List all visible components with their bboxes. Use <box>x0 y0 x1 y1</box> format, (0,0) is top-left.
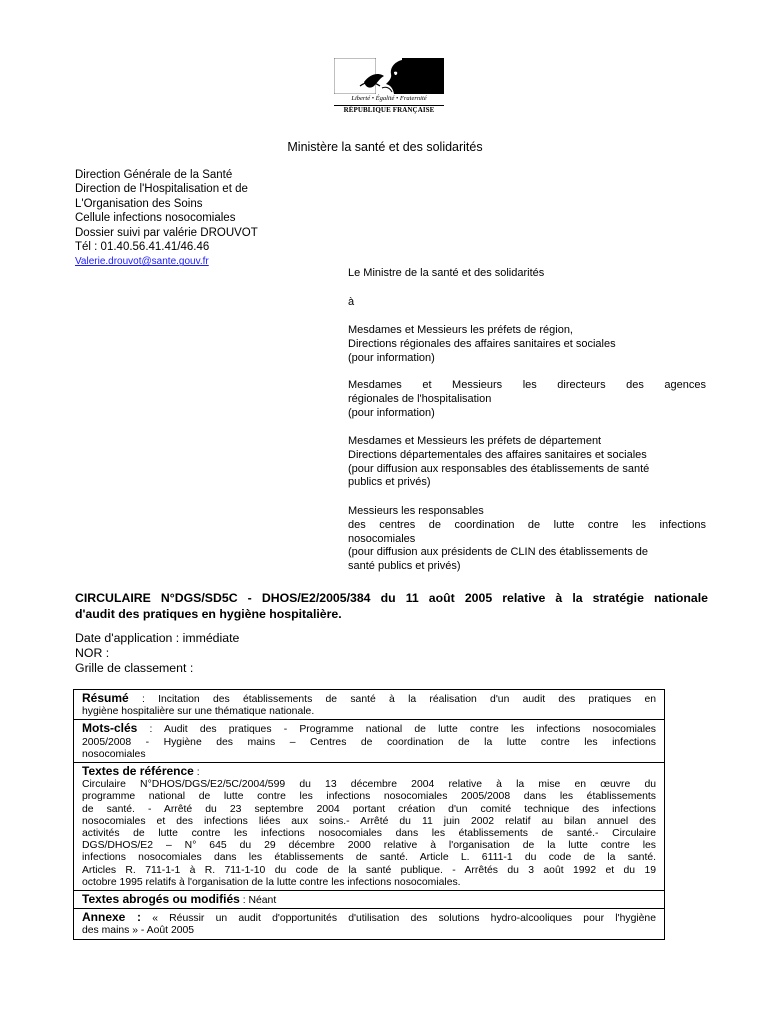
application-date: Date d'application : immédiate <box>75 631 240 645</box>
sender-line: Cellule infections nosocomiales <box>75 212 236 225</box>
ministry-title: Ministère la santé et des solidarités <box>287 140 483 154</box>
circulaire-title-line: d'audit des pratiques en hygiène hospitalière. <box>75 607 342 621</box>
recipient-line: régionales de l'hospitalisation <box>348 392 492 405</box>
annex-text: des mains » - Août 2005 <box>82 925 195 937</box>
recipient-line: (pour diffusion aux responsables des établissements de santé <box>348 462 650 475</box>
logo-motto: Liberté • Égalité • Fraternité <box>351 95 427 102</box>
recipient-line: des centres de coordination de lutte contre les infections <box>348 518 706 531</box>
summary-box <box>73 689 665 940</box>
resume-section <box>74 690 664 720</box>
nor-field: NOR : <box>75 646 110 660</box>
resume-label: Résumé <box>82 691 129 705</box>
reference-texts-colon: : <box>193 767 200 779</box>
annex-text: « Réussir un audit d'opportunités d'utilisation des solutions hydro-alcooliques pour l'hygiène <box>141 913 656 925</box>
logo-republic-name: RÉPUBLIQUE FRANÇAISE <box>343 106 435 114</box>
resume-text: : Incitation des établissements de santé à la réalisation d'un audit des pratiques en <box>128 694 656 705</box>
recipient-from: Le Ministre de la santé et des solidarités <box>348 267 545 279</box>
recipient-line: santé publics et privés) <box>348 560 461 573</box>
sender-line: Direction de l'Hospitalisation et de <box>75 183 248 196</box>
recipient-to: à <box>348 296 355 308</box>
marianne-emblem-icon <box>334 58 444 94</box>
repealed-texts-section <box>74 891 664 909</box>
keywords-text: 2005/2008 - Hygiène des mains – Centres de coordination de la lutte contre les infections <box>82 736 656 748</box>
keywords-label: Mots-clés <box>82 721 138 736</box>
circulaire-title-line: CIRCULAIRE N°DGS/SD5C - DHOS/E2/2005/384 du 11 août 2005 relative à la stratégie nationale <box>75 591 708 605</box>
recipient-line: Mesdames et Messieurs les directeurs des agences <box>348 379 706 391</box>
resume-text: hygiène hospitalière sur une thématique nationale. <box>82 706 315 718</box>
reference-text-line: Articles R. 711-1-1 à R. 711-1-10 du code de la santé publique. - Arrêtés du 3 août 1992 et du 19 <box>82 864 656 876</box>
recipient-line: publics et privés) <box>348 476 431 489</box>
keywords-text: : Audit des pratiques - Programme national de lutte contre les infections nosocomiales <box>137 724 656 736</box>
reference-text-line: nosocomiales et des infections liées aux soins.- Arrêté du 11 juin 2002 relatif au bilan annuel des <box>82 815 656 827</box>
reference-text-line: infections nosocomiales dans les établissements de santé. Article L. 6111-1 du code de la santé. <box>82 852 656 864</box>
recipient-group-regional-prefects <box>348 324 706 365</box>
annex-section <box>74 909 664 938</box>
recipient-line: (pour information) <box>348 406 435 419</box>
reference-text-line: Circulaire N°DHOS/DGS/E2/5C/2004/599 du 13 décembre 2004 relative à la mise en œuvre du <box>82 779 656 791</box>
recipient-line: Mesdames et Messieurs les préfets de région, <box>348 324 573 336</box>
repealed-texts-label: Textes abrogés ou modifiés <box>82 892 240 907</box>
recipient-group-department-prefects <box>348 435 706 490</box>
reference-text-line: octobre 1995 relatifs à l'organisation de la lutte contre les infections nosocomiales. <box>82 876 461 888</box>
reference-text-line: programme national de lutte contre les infections nosocomiales 2005/2008 dans les établissements <box>82 791 656 803</box>
repealed-texts-value: : Néant <box>239 895 277 907</box>
recipient-line: Directions départementales des affaires sanitaires et sociales <box>348 448 647 461</box>
recipient-group-agency-directors <box>348 379 706 420</box>
application-info <box>75 631 239 676</box>
recipient-line: (pour diffusion aux présidents de CLIN des établissements de <box>348 546 649 559</box>
reference-text-line: DGS/DHOS/E2 – N° 645 du 29 décembre 2000 relative à l'organisation de la lutte contre les <box>82 840 656 852</box>
reference-text-line: activités de lutte contre les infections nosocomiales dans les établissements de santé.- Circulaire <box>82 828 656 840</box>
sender-line: Dossier suivi par valérie DROUVOT <box>75 226 258 239</box>
reference-texts-section <box>74 763 664 891</box>
recipient-line: Mesdames et Messieurs les préfets de département <box>348 435 602 447</box>
sender-block <box>75 168 258 270</box>
sender-email-link[interactable]: Valerie.drouvot@sante.gouv.fr <box>75 256 209 268</box>
keywords-text: nosocomiales <box>82 748 146 760</box>
annex-label: Annexe : <box>82 910 141 925</box>
reference-texts-label: Textes de référence <box>82 764 194 779</box>
recipient-line: Directions régionales des affaires sanitaires et sociales <box>348 337 616 350</box>
reference-text-line: de santé. - Arrêté du 23 septembre 2004 portant création d'un comité technique des infections <box>82 803 656 815</box>
recipient-group-coordination-centers <box>348 505 706 574</box>
sender-line: Direction Générale de la Santé <box>75 169 233 181</box>
recipient-line: Messieurs les responsables <box>348 505 484 517</box>
recipient-line: (pour information) <box>348 351 435 364</box>
sender-line: L'Organisation des Soins <box>75 197 203 210</box>
recipient-line: nosocomiales <box>348 532 416 545</box>
republique-francaise-logo <box>332 58 446 120</box>
sender-line: Tél : 01.40.56.41.41/46.46 <box>75 241 210 254</box>
classification-grid: Grille de classement : <box>75 661 194 675</box>
keywords-section <box>74 720 664 763</box>
circulaire-title <box>75 590 708 622</box>
